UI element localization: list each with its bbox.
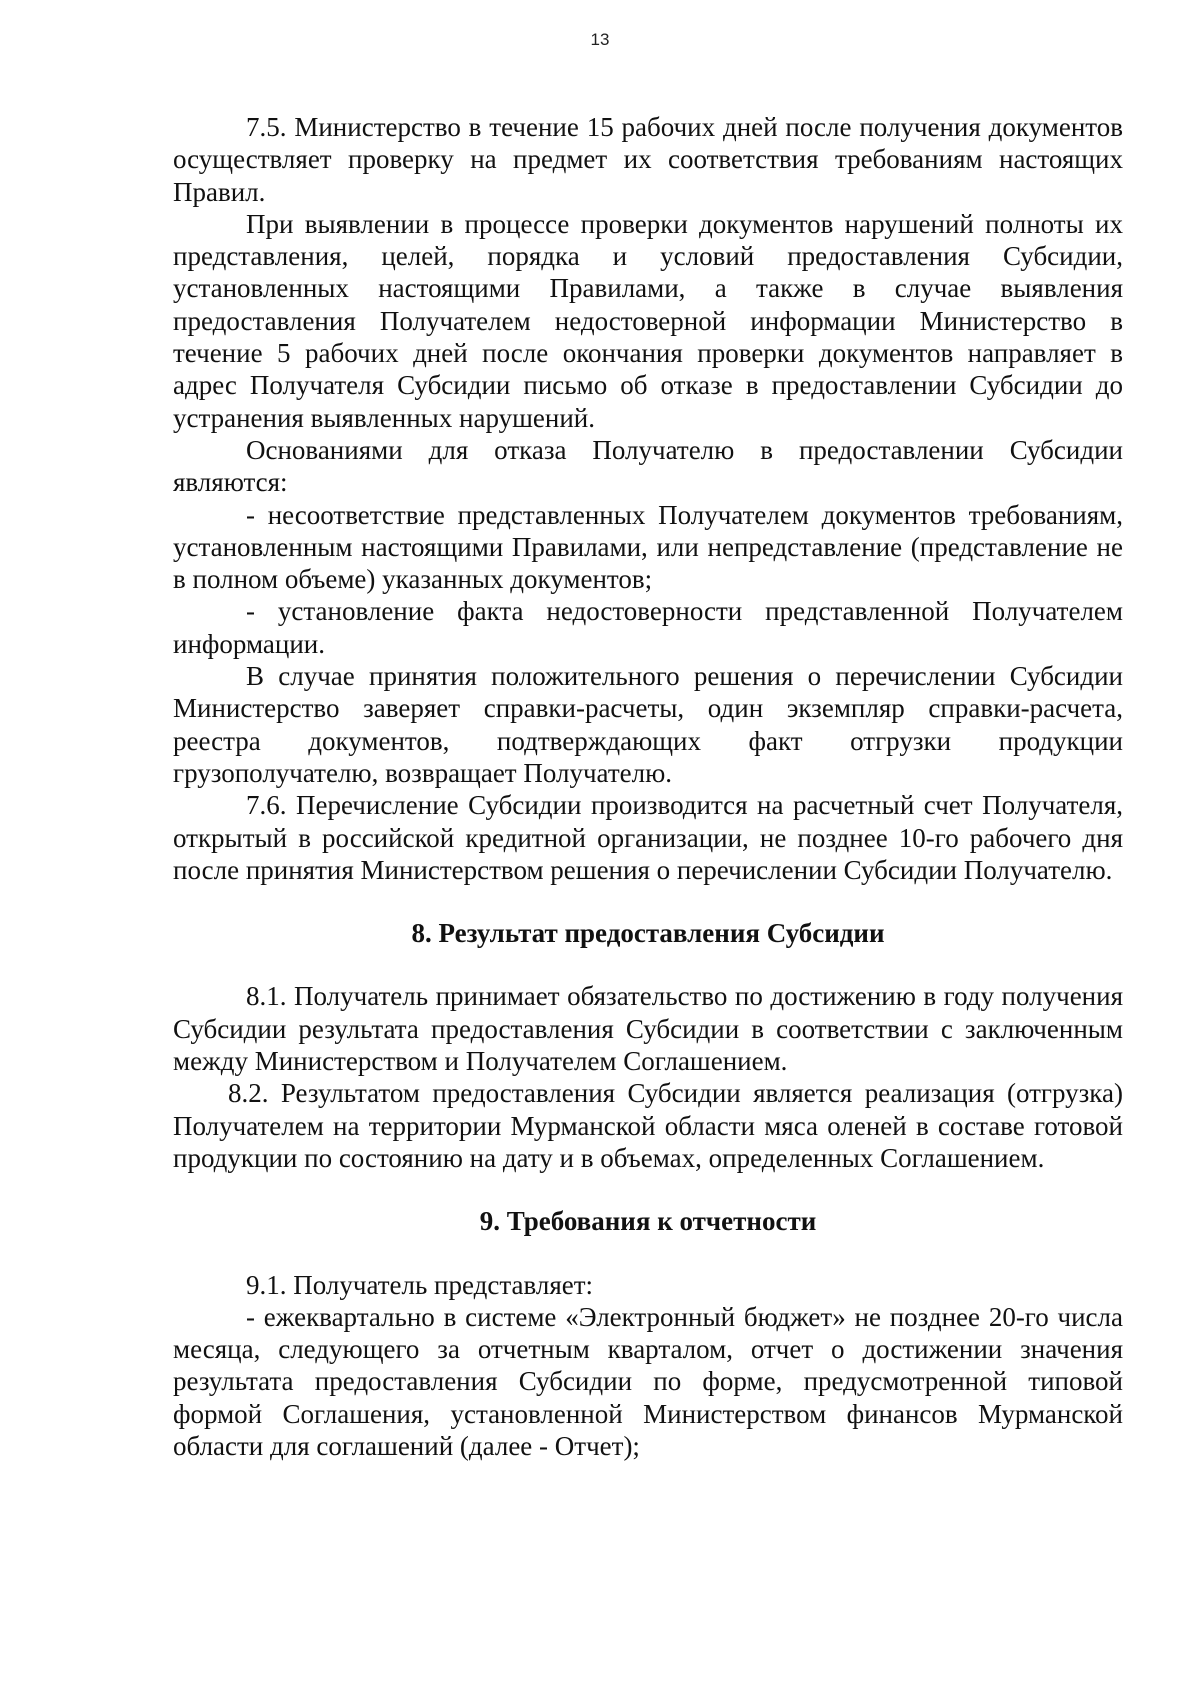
- list-item-noncompliance: - несоответствие представленных Получателем документов требованиям, установленным настоящими Правилами, или непредставление (представление не в полном объеме) указанных документов;: [173, 499, 1123, 595]
- page-number: 13: [590, 30, 610, 49]
- paragraph-8-1: 8.1. Получатель принимает обязательство по достижению в году получения Субсидии результата предоставления Субсидии в соответствии с заключенным между Министерством и Получателем Соглашением.: [173, 981, 1123, 1077]
- paragraph-8-2: 8.2. Результатом предоставления Субсидии является реализация (отгрузка) Получателем на территории Мурманской области мяса оленей в составе готовой продукции по состоянию на дату и в объемах, определенных Соглашением.: [173, 1078, 1123, 1173]
- paragraph-refusal-grounds: Основаниями для отказа Получателю в предоставлении Субсидии являются:: [173, 434, 1123, 498]
- paragraph-7-5: 7.5. Министерство в течение 15 рабочих дней после получения документов осуществляет проверку на предмет их соответствия требованиям настоящих Правил.: [173, 112, 1123, 207]
- document-body: [173, 111, 1123, 1462]
- paragraph-positive-decision: В случае принятия положительного решения о перечислении Субсидии Министерство заверяет справки-расчеты, один экземпляр справки-расчета, реестра документов, подтверждающих факт отгрузки продукции грузополучателю, возвращает Получателю.: [173, 661, 1123, 788]
- list-item-quarterly-report: - ежеквартально в системе «Электронный бюджет» не позднее 20-го числа месяца, следующего за отчетным кварталом, отчет о достижении значения результата предоставления Субсидии по форме, предусмотренной типовой формой Соглашения, установленной Министерством финансов Мурманской области для соглашений (далее - Отчет);: [173, 1301, 1123, 1461]
- list-item-unreliable-info: - установление факта недостоверности представленной Получателем информации.: [173, 596, 1123, 659]
- section-8-heading: 8. Результат предоставления Субсидии: [411, 918, 885, 949]
- section-9-heading: 9. Требования к отчетности: [479, 1206, 817, 1237]
- paragraph-9-1: 9.1. Получатель представляет:: [246, 1269, 594, 1300]
- paragraph-violations: При выявлении в процессе проверки документов нарушений полноты их представления, целей, порядка и условий предоставления Субсидии, установленных настоящими Правилами, а также в случае выявления предоставления Получателем недостоверной информации Министерство в течение 5 рабочих дней после окончания проверки документов направляет в адрес Получателя Субсидии письмо об отказе в предоставлении Субсидии до устранения выявленных нарушений.: [173, 208, 1123, 433]
- paragraph-7-6: 7.6. Перечисление Субсидии производится на расчетный счет Получателя, открытый в российской кредитной организации, не позднее 10-го рабочего дня после принятия Министерством решения о перечислении Субсидии Получателю.: [173, 790, 1123, 885]
